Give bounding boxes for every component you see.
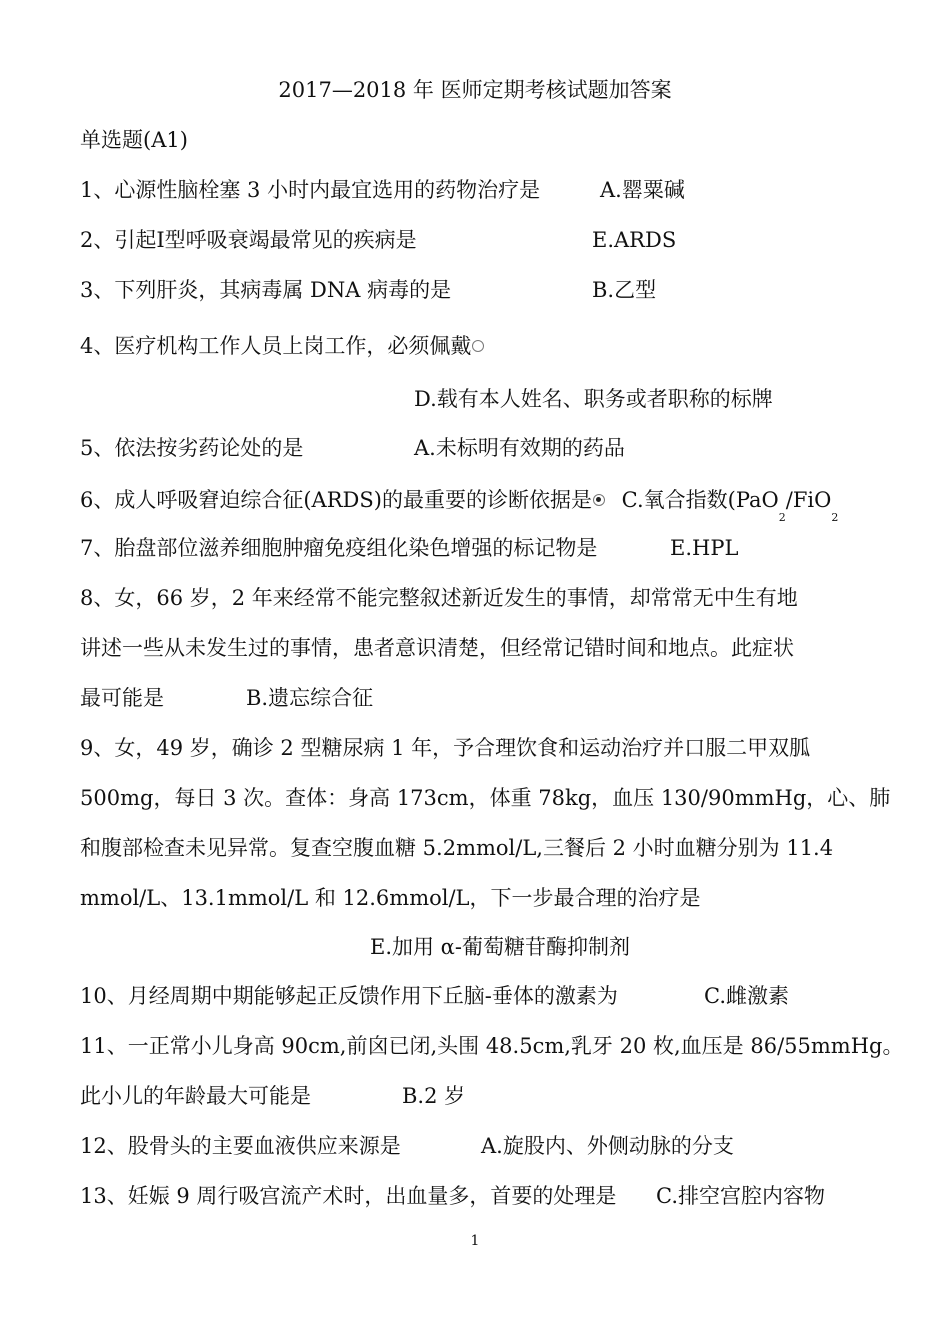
radio-empty-icon [472, 340, 484, 352]
question-3-answer: B.乙型 [592, 278, 657, 302]
question-9-line-4: mmol/L、13.1mmol/L 和 12.6mmol/L，下一步最合理的治疗是 [80, 886, 701, 910]
question-4-text: 4、医疗机构工作人员上岗工作，必须佩戴 [80, 334, 472, 358]
page-number: 1 [470, 1233, 480, 1249]
question-4-answer: D.载有本人姓名、职务或者职称的标牌 [414, 387, 773, 411]
question-8-line-3: 最可能是 [80, 686, 164, 710]
question-9-line-1: 9、女，49 岁，确诊 2 型糖尿病 1 年，予合理饮食和运动治疗并口服二甲双胍 [80, 736, 811, 760]
question-5-text: 5、依法按劣药论处的是 [80, 436, 304, 460]
question-1-answer: A.罂粟碱 [600, 178, 685, 202]
question-8-line-1: 8、女，66 岁，2 年来经常不能完整叙述新近发生的事情，却常常无中生有地 [80, 586, 798, 610]
document-title: 2017—2018 年 医师定期考核试题加答案 [278, 78, 672, 102]
question-7-text: 7、胎盘部位滋养细胞肿瘤免疫组化染色增强的标记物是 [80, 536, 598, 560]
question-12-answer: A.旋股内、外侧动脉的分支 [481, 1134, 734, 1158]
question-8-line-2: 讲述一些从未发生过的事情，患者意识清楚，但经常记错时间和地点。此症状 [80, 636, 794, 660]
question-7-answer: E.HPL [670, 536, 739, 560]
radio-filled-icon [593, 494, 605, 506]
question-2-text: 2、引起Ⅰ型呼吸衰竭最常见的疾病是 [80, 228, 417, 252]
question-13-answer: C.排空宫腔内容物 [656, 1184, 825, 1208]
question-12-text: 12、股骨头的主要血液供应来源是 [80, 1134, 401, 1158]
question-11-answer: B.2 岁 [402, 1084, 466, 1108]
question-13-text: 13、妊娠 9 周行吸宫流产术时，出血量多，首要的处理是 [80, 1184, 617, 1208]
question-2-answer: E.ARDS [592, 228, 677, 252]
question-5-answer: A.未标明有效期的药品 [414, 436, 625, 460]
question-6-answer: C.氧合指数(PaO$_2$/FiO$_2$ [621, 488, 839, 524]
question-11-line-1: 11、一正常小儿身高 90cm,前囟已闭,头围 48.5cm,乳牙 20 枚,血压是 86/55mmHg。 [80, 1034, 904, 1058]
question-4-line [80, 332, 484, 360]
question-6-line [80, 486, 838, 532]
question-9-line-3: 和腹部检查未见异常。复查空腹血糖 5.2mmol/L,三餐后 2 小时血糖分别为 11.4 [80, 836, 834, 860]
question-3-text: 3、下列肝炎，其病毒属 DNA 病毒的是 [80, 278, 452, 302]
question-9-answer: E.加用 α-葡萄糖苷酶抑制剂 [370, 935, 630, 959]
question-10-text: 10、月经周期中期能够起正反馈作用下丘脑-垂体的激素为 [80, 984, 618, 1008]
question-8-answer: B.遗忘综合征 [246, 686, 374, 710]
question-1-text: 1、心源性脑栓塞 3 小时内最宜选用的药物治疗是 [80, 178, 541, 202]
question-11-line-2: 此小儿的年龄最大可能是 [80, 1084, 311, 1108]
section-heading: 单选题(A1) [80, 128, 188, 152]
question-10-answer: C.雌激素 [704, 984, 789, 1008]
question-6-text: 6、成人呼吸窘迫综合征(ARDS)的最重要的诊断依据是 [80, 488, 592, 512]
question-9-line-2: 500mg，每日 3 次。查体：身高 173cm，体重 78kg，血压 130/90mmHg，心、肺 [80, 786, 891, 810]
